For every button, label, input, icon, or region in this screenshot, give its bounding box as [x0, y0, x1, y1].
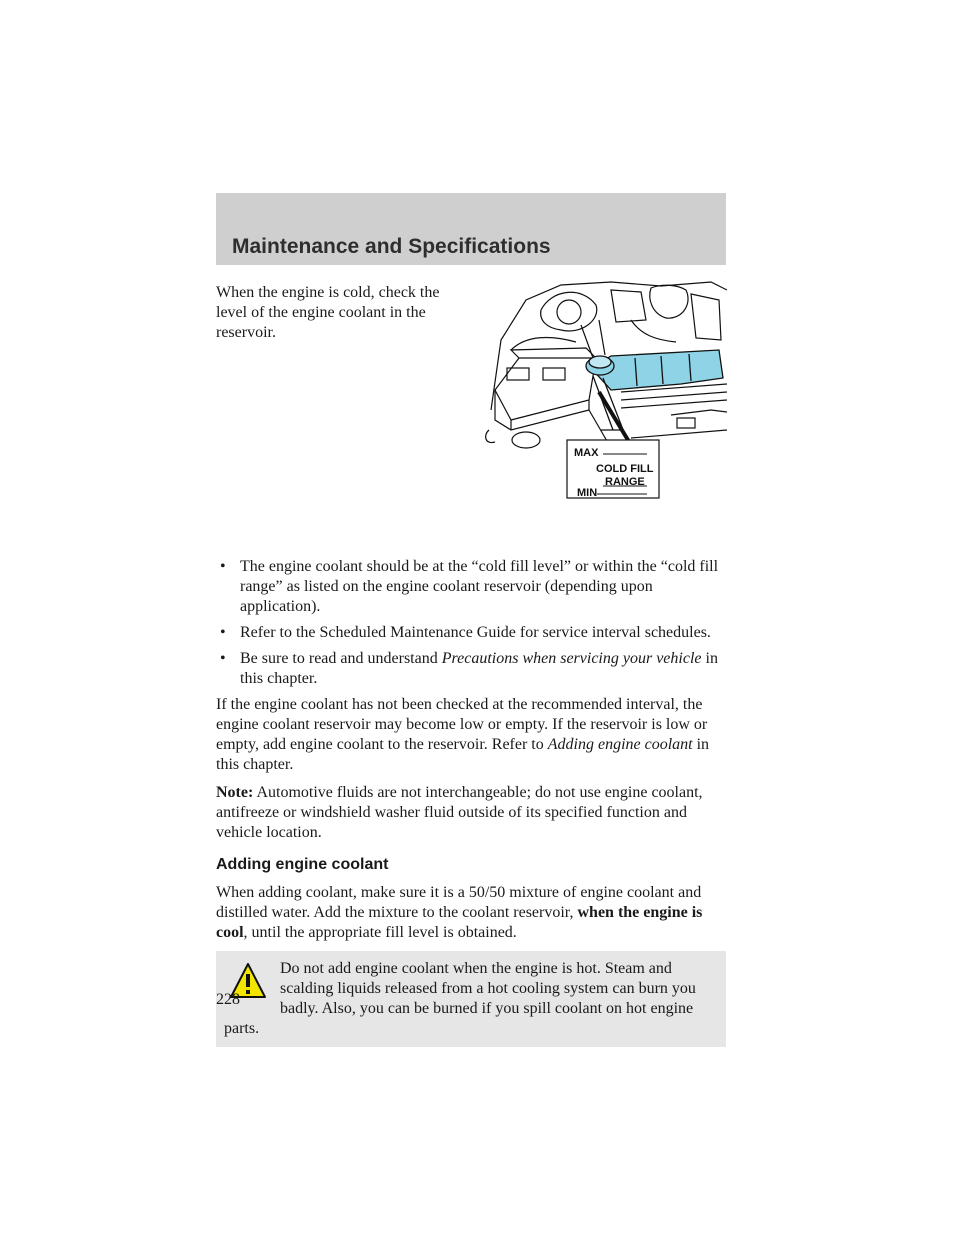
- adding-text-post: , until the appropriate fill level is obtained.: [243, 924, 517, 941]
- bullet-list: [216, 557, 726, 689]
- warning-box: [216, 951, 726, 1047]
- adding-coolant-reference: Adding engine coolant: [547, 736, 693, 753]
- warning-text: Do not add engine coolant when the engine is hot. Steam and scalding liquids released from a hot cooling system can burn you badly. Also, you can be burned if you spill coolant on hot engine parts.: [224, 960, 696, 1037]
- section-title: Maintenance and Specifications: [232, 235, 551, 258]
- note-label: Note:: [216, 784, 254, 801]
- note-paragraph: [216, 783, 726, 843]
- label-range: RANGE: [605, 476, 645, 488]
- bullet-dot: •: [220, 558, 226, 575]
- engine-coolant-reservoir-illustration: [481, 280, 727, 502]
- adding-coolant-paragraph: [216, 883, 726, 943]
- bullet-text: The engine coolant should be at the “cold fill level” or within the “cold fill range” as listed on the engine coolant reservoir (depending upon application).: [240, 558, 719, 615]
- adding-coolant-heading: Adding engine coolant: [216, 856, 389, 873]
- paragraph-text-post: in this chapter.: [216, 736, 710, 773]
- paragraph-text: If the engine coolant has not been checked at the recommended interval, the engine coolant reservoir may become low or empty. If the reservoir is low or empty, add engine coolant to the reservoir. Refer to: [216, 696, 708, 753]
- coolant-check-paragraph: [216, 695, 726, 775]
- bullet-item: [216, 557, 726, 617]
- bullet-item: [216, 623, 726, 643]
- note-text: Automotive fluids are not interchangeable; do not use engine coolant, antifreeze or windshield washer fluid outside of its specified function and vehicle location.: [216, 784, 703, 841]
- adding-text: When adding coolant, make sure it is a 50/50 mixture of engine coolant and distilled water. Add the mixture to the coolant reservoir,: [216, 884, 702, 921]
- label-cold-fill: COLD FILL: [596, 463, 654, 475]
- page-number: 228: [216, 991, 240, 1008]
- label-max: MAX: [574, 447, 599, 459]
- intro-paragraph: When the engine is cold, check the level of the engine coolant in the reservoir.: [216, 284, 440, 341]
- bullet-text-pre: Be sure to read and understand: [240, 650, 438, 667]
- main-content: [216, 557, 726, 1047]
- bullet-text: Refer to the Scheduled Maintenance Guide for service interval schedules.: [240, 624, 711, 641]
- label-min: MIN: [577, 487, 598, 499]
- bullet-item: [216, 649, 726, 689]
- bullet-dot: •: [220, 650, 226, 667]
- precautions-reference: Precautions when servicing your vehicle: [441, 650, 702, 667]
- bullet-text-post: in this chapter.: [240, 650, 718, 687]
- engine-cool-emphasis: when the engine is cool: [216, 904, 703, 941]
- bullet-dot: •: [220, 624, 226, 641]
